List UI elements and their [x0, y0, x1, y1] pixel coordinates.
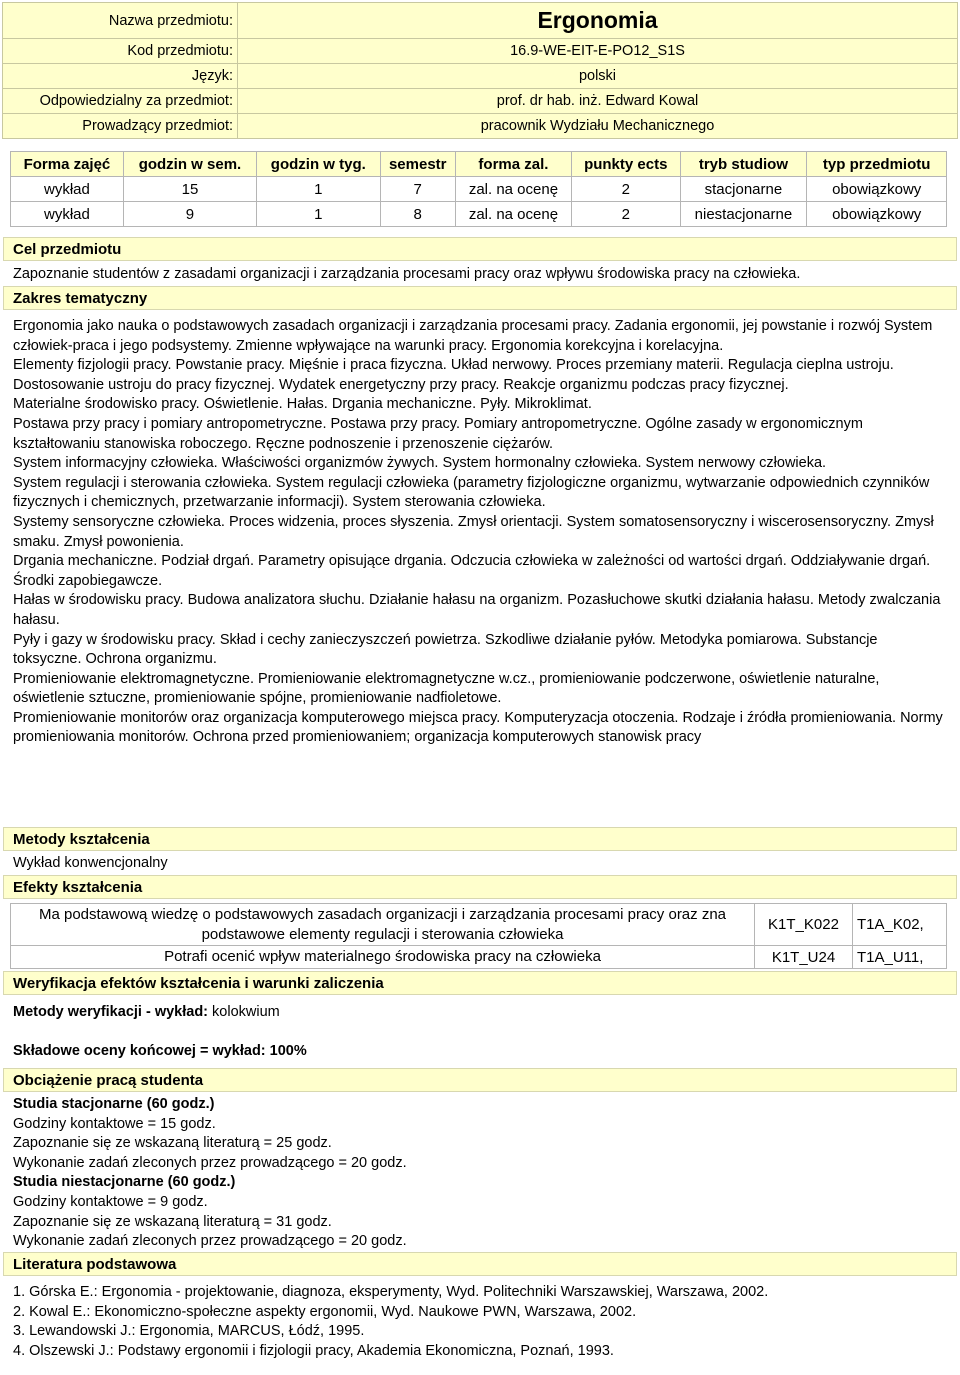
scope-paragraph: System regulacji i sterowania człowieka. System regulacji człowieka (parametry fizjologiczne organizmu, wytwarzanie odpowiednich czynników fizycznych i chemicznych, przetwarzanie informacji). System sterowania człowieka. [13, 474, 930, 511]
table-cell: obowiązkowy [807, 177, 947, 202]
schedule-table [10, 151, 947, 227]
label-course-code: Kod przedmiotu: [3, 39, 238, 64]
label-responsible: Odpowiedzialny za przedmiot: [3, 89, 238, 114]
scope-paragraph: Postawa przy pracy i pomiary antropometryczne. Postawa przy pracy. Pomiary antropometryczne. Ogólne zasady w ergonomicznym kształtowaniu stanowiska roboczego. Ręczne podnoszenie i przenoszenie ciężarów. [13, 415, 863, 452]
workload-line: Zapoznanie się ze wskazaną literaturą = 25 godz. [13, 1135, 332, 1152]
scope-paragraph: Hałas w środowisku pracy. Budowa analizatora słuchu. Działanie hałasu na organizm. Pozasłuchowe skutki działania hałasu. Metody zwalczania hałasu. [13, 592, 941, 628]
column-header: semestr [380, 152, 455, 177]
course-teacher: pracownik Wydziału Mechanicznego [238, 114, 958, 139]
table-cell: niestacjonarne [680, 202, 807, 227]
column-header: punkty ects [571, 152, 680, 177]
outcome-code: K1T_K022 [755, 904, 853, 946]
label-teacher: Prowadzący przedmiot: [3, 114, 238, 139]
workload-line: Wykonanie zadań zleconych przez prowadzącego = 20 godz. [13, 1233, 407, 1250]
table-cell: zal. na ocenę [455, 202, 571, 227]
workload-parttime-title: Studia niestacjonarne (60 godz.) [13, 1174, 236, 1191]
table-cell: obowiązkowy [807, 202, 947, 227]
course-info-table [2, 2, 958, 139]
literature-list [13, 1283, 948, 1361]
table-cell: stacjonarne [680, 177, 807, 202]
table-cell: 2 [571, 177, 680, 202]
scope-paragraph: Promieniowanie elektromagnetyczne. Promieniowanie elektromagnetyczne w.cz., promieniowanie podczerwone, oświetlenie naturalne, oświetlenie sztuczne, promieniowanie spójne, promieniowanie nadfioletowe. [13, 670, 880, 707]
verification-methods [13, 1003, 948, 1023]
methods-text: Wykład konwencjonalny [13, 855, 168, 871]
scope-paragraph: Materialne środowisko pracy. Oświetlenie. Hałas. Drgania mechaniczne. Pyły. Mikroklimat. [13, 396, 592, 413]
course-code: 16.9-WE-EIT-E-PO12_S1S [238, 39, 958, 64]
info-row-name [3, 3, 958, 39]
table-cell: 2 [571, 202, 680, 227]
scope-paragraph: Systemy sensoryczne człowieka. Proces widzenia, proces słyszenia. Zmysł orientacji. System somatosensoryczny i wiscerosensoryczny. Zmysł smaku. Zmysł powonienia. [13, 513, 934, 550]
literature-item: 2. Kowal E.: Ekonomiczno-społeczne aspekty ergonomii, Wyd. Naukowe PWN, Warszawa, 2002. [13, 1303, 637, 1320]
scope-paragraph: Drgania mechaniczne. Podział drgań. Parametry opisujące drgania. Odczucia człowieka w zależności od wartości drgań. Oddziaływanie drgań. Środki zapobiegawcze. [13, 553, 931, 589]
final-grade-components: Składowe oceny końcowej = wykład: 100% [13, 1043, 307, 1059]
outcome-description: Potrafi ocenić wpływ materialnego środowiska pracy na człowieka [11, 946, 755, 969]
workload-line: Wykonanie zadań zleconych przez prowadzącego = 20 godz. [13, 1154, 407, 1171]
table-cell: wykład [11, 202, 124, 227]
label-course-name: Nazwa przedmiotu: [3, 3, 238, 39]
info-row-language [3, 64, 958, 89]
workload-text [13, 1095, 948, 1252]
table-row [11, 202, 947, 227]
section-heading-verification: Weryfikacja efektów kształcenia i warunki zaliczenia [3, 971, 957, 995]
verification-methods-label: Metody weryfikacji - wykład: [13, 1004, 209, 1020]
info-row-responsible [3, 89, 958, 114]
table-cell: 1 [257, 202, 381, 227]
table-row [11, 946, 947, 969]
scope-paragraph: Elementy fizjologii pracy. Powstanie pracy. Mięśnie i praca fizyczna. Układ nerwowy. Proces przemiany materii. Regulacja cieplna ustroju. Dostosowanie ustroju do pracy fizycznej. Wydatek energetyczny przy pracy. Reakcje organizmu podczas pracy fizycznej. [13, 357, 894, 393]
table-cell: 1 [257, 177, 381, 202]
section-heading-outcomes: Efekty kształcenia [3, 875, 957, 899]
outcome-tag: T1A_K02, [853, 904, 947, 946]
workload-line: Zapoznanie się ze wskazaną literaturą = 31 godz. [13, 1213, 332, 1230]
column-header: tryb studiow [680, 152, 807, 177]
outcome-code: K1T_U24 [755, 946, 853, 969]
column-header: forma zal. [455, 152, 571, 177]
column-header: godzin w tyg. [257, 152, 381, 177]
table-cell: wykład [11, 177, 124, 202]
section-heading-methods: Metody kształcenia [3, 827, 957, 851]
column-header: godzin w sem. [123, 152, 256, 177]
scope-paragraph: System informacyjny człowieka. Właściwości organizmów żywych. System hormonalny człowieka. System nerwowy człowieka. [13, 455, 827, 472]
scope-text [13, 317, 948, 748]
column-header: Forma zajęć [11, 152, 124, 177]
section-heading-goal: Cel przedmiotu [3, 237, 957, 261]
outcome-description: Ma podstawową wiedzę o podstawowych zasadach organizacji i zarządzania procesami pracy oraz zna podstawowe elementy regulacji i sterowania człowieka [11, 904, 755, 946]
column-header: typ przedmiotu [807, 152, 947, 177]
literature-item: 3. Lewandowski J.: Ergonomia, MARCUS, Łódź, 1995. [13, 1323, 365, 1340]
literature-item: 1. Górska E.: Ergonomia - projektowanie, diagnoza, eksperymenty, Wyd. Politechniki Warszawskiej, Warszawa, 2002. [13, 1284, 769, 1300]
course-title: Ergonomia [238, 3, 958, 39]
course-responsible: prof. dr hab. inż. Edward Kowal [238, 89, 958, 114]
workload-fulltime-title: Studia stacjonarne (60 godz.) [13, 1096, 215, 1112]
course-language: polski [238, 64, 958, 89]
table-cell: 9 [123, 202, 256, 227]
workload-line: Godziny kontaktowe = 9 godz. [13, 1193, 208, 1210]
table-row [11, 177, 947, 202]
literature-item: 4. Olszewski J.: Podstawy ergonomii i fizjologii pracy, Akademia Ekonomiczna, Poznań, 1993. [13, 1342, 614, 1359]
outcome-tag: T1A_U11, [853, 946, 947, 969]
goal-text: Zapoznanie studentów z zasadami organizacji i zarządzania procesami pracy oraz wpływu środowiska pracy na człowieka. [13, 266, 801, 282]
scope-paragraph: Ergonomia jako nauka o podstawowych zasadach organizacji i zarządzania procesami pracy. Zadania ergonomii, jej powstanie i rozwój System człowiek-praca i jego podsystemy. Zmienne wpływające na warunki pracy. Ergonomia korekcyjna i korelacyjna. [13, 318, 933, 354]
table-cell: zal. na ocenę [455, 177, 571, 202]
section-heading-scope: Zakres tematyczny [3, 286, 957, 310]
section-heading-literature: Literatura podstawowa [3, 1252, 957, 1276]
schedule-header-row [11, 152, 947, 177]
outcomes-table [10, 903, 947, 969]
scope-paragraph: Promieniowanie monitorów oraz organizacja komputerowego miejsca pracy. Komputeryzacja otoczenia. Rodzaje i źródła promieniowania. Normy promieniowania monitorów. Ochrona przed promieniowaniem; organizacja komputerowych stanowisk pracy [13, 709, 943, 746]
info-row-code [3, 39, 958, 64]
section-heading-workload: Obciążenie pracą studenta [3, 1068, 957, 1092]
workload-line: Godziny kontaktowe = 15 godz. [13, 1115, 216, 1132]
info-row-teacher [3, 114, 958, 139]
table-cell: 8 [380, 202, 455, 227]
scope-paragraph: Pyły i gazy w środowisku pracy. Skład i cechy zanieczyszczeń powietrza. Szkodliwe działanie pyłów. Metodyka pomiarowa. Substancje toksyczne. Ochrona organizmu. [13, 631, 878, 668]
verification-methods-value: kolokwium [212, 1004, 280, 1020]
label-language: Język: [3, 64, 238, 89]
table-cell: 15 [123, 177, 256, 202]
table-cell: 7 [380, 177, 455, 202]
table-row [11, 904, 947, 946]
